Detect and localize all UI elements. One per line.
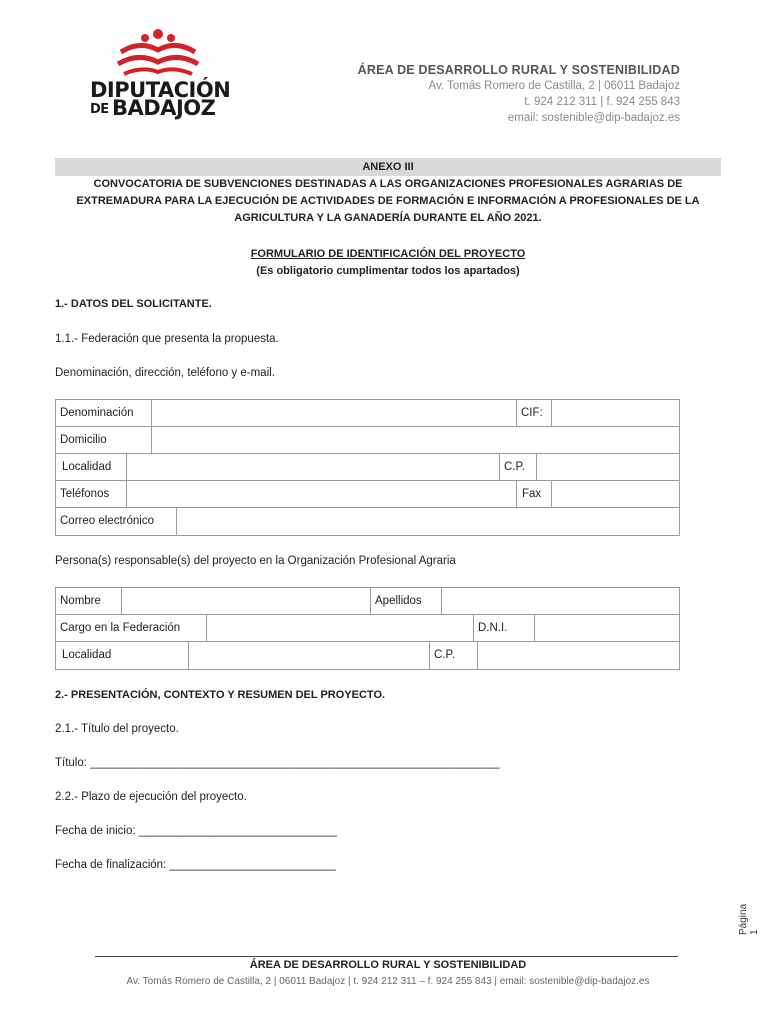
row-domicilio	[55, 426, 680, 454]
logo-line1: DIPUTACIÓN	[90, 78, 231, 102]
crown-emblem-icon	[88, 26, 218, 78]
footer-contact: Av. Tomás Romero de Castilla, 2 | 06011 Badajoz | t. 924 212 311 – f. 924 255 843 | email: sostenible@dip-badajoz.es	[126, 976, 650, 987]
fecha-fin-line[interactable]: Fecha de finalización: __________________________	[55, 859, 336, 871]
cif-field[interactable]	[552, 400, 679, 426]
row-denominacion	[55, 399, 680, 427]
localidad-field[interactable]	[127, 454, 499, 480]
section1-intro: Denominación, dirección, teléfono y e-mail.	[55, 367, 275, 379]
logo-line2: BADAJOZ	[112, 96, 216, 120]
header-area: ÁREA DE DESARROLLO RURAL Y SOSTENIBILIDAD	[357, 63, 680, 77]
logo	[88, 26, 231, 120]
section1-sub1: 1.1.- Federación que presenta la propuesta.	[55, 333, 279, 345]
dni-field[interactable]	[535, 615, 679, 641]
row-correo	[55, 507, 680, 536]
header-contact	[358, 62, 680, 126]
nombre-field[interactable]	[122, 588, 370, 614]
fecha-inicio-line[interactable]: Fecha de inicio: _______________________________	[55, 825, 338, 837]
label-localidad: Localidad	[62, 461, 112, 473]
apellidos-field[interactable]	[442, 588, 679, 614]
label-localidad-resp: Localidad	[62, 649, 112, 661]
label-dni: D.N.I.	[478, 622, 508, 634]
label-correo: Correo electrónico	[60, 515, 154, 527]
label-cif: CIF:	[521, 407, 543, 419]
form-note: (Es obligatorio cumplimentar todos los apartados)	[256, 265, 520, 277]
label-apellidos: Apellidos	[375, 595, 422, 607]
label-nombre: Nombre	[60, 595, 101, 607]
titulo-line[interactable]: Título: ________________________________________________________________	[55, 757, 500, 769]
label-cargo: Cargo en la Federación	[60, 622, 181, 634]
page-number: Página 1	[738, 903, 760, 935]
telefonos-field[interactable]	[127, 481, 516, 507]
localidad-resp-field[interactable]	[189, 642, 429, 669]
section2-sub1: 2.1.- Título del proyecto.	[55, 723, 179, 735]
logo-line2-prefix: DE	[90, 102, 109, 117]
label-domicilio: Domicilio	[60, 434, 107, 446]
label-cp-resp: C.P.	[434, 649, 455, 661]
denominacion-field[interactable]	[151, 400, 516, 426]
section2-sub2: 2.2.- Plazo de ejecución del proyecto.	[55, 791, 247, 803]
domicilio-field[interactable]	[152, 427, 679, 453]
label-denominacion: Denominación	[60, 407, 134, 419]
footer-divider	[95, 956, 678, 957]
row-nombre	[55, 587, 680, 615]
header-phone: t. 924 212 311 | f. 924 255 843	[524, 96, 680, 108]
row-cargo	[55, 614, 680, 642]
form-title: FORMULARIO DE IDENTIFICACIÓN DEL PROYECTO	[250, 248, 526, 260]
row-localidad	[55, 453, 680, 481]
annex-title: ANEXO III	[362, 161, 414, 173]
fax-field[interactable]	[552, 481, 679, 507]
row-telefonos	[55, 480, 680, 508]
cp-field[interactable]	[537, 454, 679, 480]
header-email: email: sostenible@dip-badajoz.es	[507, 112, 680, 124]
section2-heading: 2.- PRESENTACIÓN, CONTEXTO Y RESUMEN DEL PROYECTO.	[55, 689, 386, 701]
row-localidad-resp	[55, 641, 680, 670]
cargo-field[interactable]	[207, 615, 473, 641]
header-address: Av. Tomás Romero de Castilla, 2 | 06011 Badajoz	[428, 80, 680, 92]
footer-area: ÁREA DE DESARROLLO RURAL Y SOSTENIBILIDAD	[249, 959, 527, 971]
responsables-text: Persona(s) responsable(s) del proyecto en la Organización Profesional Agraria	[55, 555, 456, 567]
label-cp: C.P.	[504, 461, 525, 473]
title-line1: CONVOCATORIA DE SUBVENCIONES DESTINADAS A LAS ORGANIZACIONES PROFESIONALES AGRARIAS DE	[93, 178, 683, 190]
label-fax: Fax	[522, 488, 542, 500]
label-telefonos: Teléfonos	[60, 488, 110, 500]
section1-heading: 1.- DATOS DEL SOLICITANTE.	[55, 298, 212, 310]
cp-resp-field[interactable]	[478, 642, 679, 669]
correo-field[interactable]	[177, 508, 679, 535]
title-line2: EXTREMADURA PARA LA EJECUCIÓN DE ACTIVIDADES DE FORMACIÓN E INFORMACIÓN A PROFESIONALES DE LA	[76, 195, 700, 207]
title-line3: AGRICULTURA Y LA GANADERÍA DURANTE EL AÑO 2021.	[234, 212, 542, 224]
